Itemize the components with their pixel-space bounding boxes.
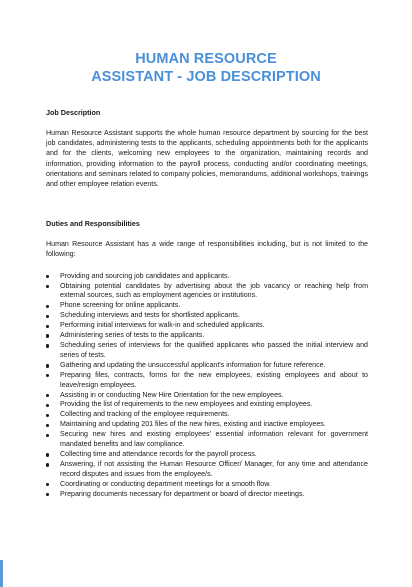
left-accent-rule: [0, 560, 3, 587]
list-item-text: Providing the list of requirements to the new employees and existing employees.: [60, 400, 313, 409]
list-item-text: Gathering and updating the unsuccessful applicant's information for future reference.: [60, 360, 326, 369]
duties-heading: Duties and Responsibilities: [46, 219, 140, 229]
list-item-text: Preparing files, contracts, forms for the new employees, existing employees and about to leave/resign employees.: [60, 370, 368, 389]
list-item: [46, 331, 368, 341]
title-line-1: HUMAN RESOURCE: [135, 51, 277, 67]
title-line-2: ASSISTANT - JOB DESCRIPTION: [91, 69, 321, 85]
list-item-text: Collecting and tracking of the employee requirements.: [60, 410, 230, 419]
list-item-text: Coordinating or conducting department meetings for a smooth flow.: [60, 479, 271, 488]
list-item: [46, 410, 368, 420]
list-item: [46, 311, 368, 321]
list-item-text: Scheduling interviews and tests for shortlisted applicants.: [60, 311, 240, 320]
list-item-text: Maintaining and updating 201 files of the new hires, existing and inactive employees.: [60, 420, 326, 429]
bullet-icon: [46, 275, 49, 278]
list-item: [46, 400, 368, 410]
list-item-text: Securing new hires and existing employees' essential information relevant for government mandated benefits and law compliance.: [60, 430, 368, 449]
duties-intro: Human Resource Assistant has a wide range of responsibilities including, but is not limited to the following:: [46, 240, 368, 259]
document-title: [0, 50, 412, 86]
list-item-text: Scheduling series of interviews for the qualified applicants who passed the initial interview and series of tests.: [60, 340, 368, 359]
bullet-icon: [46, 453, 49, 456]
bullet-icon: [46, 493, 49, 496]
job-description-paragraph: Human Resource Assistant supports the whole human resource department by sourcing for the best job candidates, administering tests to the applicants, scheduling appointments both for the applicants and for the clients, welcoming new employees to the organization, maintaining records and information, providing information to the payroll process, conducting and/or coordinating meetings, orientations and seminars related to company policies, memorandums, additional workshops, trainings and other employee relation events.: [46, 129, 368, 189]
list-item: [46, 361, 368, 371]
list-item: [46, 430, 368, 450]
list-item-text: Phone screening for online applicants.: [60, 301, 181, 310]
bullet-icon: [46, 315, 49, 318]
duties-list: [46, 272, 368, 500]
bullet-icon: [46, 334, 49, 337]
bullet-icon: [46, 344, 49, 347]
list-item-text: Obtaining potential candidates by advertising about the job vacancy or reaching help from external sources, such as employment agencies or institutions.: [60, 281, 368, 300]
list-item: [46, 450, 368, 460]
list-item-text: Preparing documents necessary for department or board of director meetings.: [60, 489, 305, 498]
bullet-icon: [46, 483, 49, 486]
bullet-icon: [46, 463, 49, 466]
list-item: [46, 321, 368, 331]
list-item-text: Administering series of tests to the applicants.: [60, 331, 205, 340]
bullet-icon: [46, 414, 49, 417]
bullet-icon: [46, 394, 49, 397]
document-body: [46, 108, 368, 499]
list-item: [46, 371, 368, 391]
bullet-icon: [46, 374, 49, 377]
list-item: [46, 460, 368, 480]
list-item-text: Assisting in or conducting New Hire Orientation for the new employees.: [60, 390, 284, 399]
list-item: [46, 420, 368, 430]
list-item-text: Answering, if not assisting the Human Resource Officer/ Manager, for any time and attendance record disputes and issues from the employee/s.: [60, 459, 368, 478]
bullet-icon: [46, 434, 49, 437]
list-item-text: Performing initial interviews for walk-in and scheduled applicants.: [60, 321, 265, 330]
list-item: [46, 272, 368, 282]
bullet-icon: [46, 325, 49, 328]
list-item: [46, 341, 368, 361]
list-item: [46, 282, 368, 302]
bullet-icon: [46, 285, 49, 288]
list-item: [46, 391, 368, 401]
list-item-text: Providing and sourcing job candidates and applicants.: [60, 271, 230, 280]
list-item-text: Collecting time and attendance records for the payroll process.: [60, 449, 257, 458]
list-item: [46, 490, 368, 500]
bullet-icon: [46, 424, 49, 427]
bullet-icon: [46, 364, 49, 367]
bullet-icon: [46, 305, 49, 308]
list-item: [46, 301, 368, 311]
job-description-heading: Job Description: [46, 108, 101, 117]
bullet-icon: [46, 404, 49, 407]
list-item: [46, 480, 368, 490]
